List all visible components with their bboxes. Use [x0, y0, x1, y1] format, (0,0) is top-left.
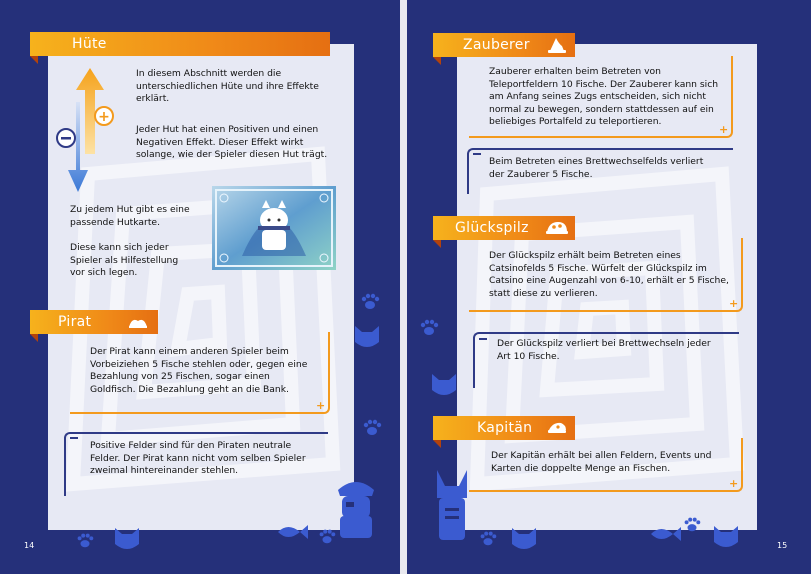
paw-print-icon [76, 532, 94, 550]
cat-head-icon [429, 370, 459, 398]
page-number-left: 14 [24, 541, 35, 550]
wizard-hat-icon [547, 36, 567, 54]
pirate-negative-text: Positive Felder sind für den Piraten neutrale Felder. Der Pirat kann nicht vom selben Spieler zweimal hintereinander stehlen. [90, 440, 306, 477]
pirate-header [30, 310, 158, 334]
paw-print-icon [419, 318, 439, 338]
pirate-cat-figure [330, 472, 382, 540]
page-number-right: 15 [777, 541, 788, 550]
cat-head-icon [112, 524, 142, 552]
captain-header [433, 416, 575, 440]
wizard-header [433, 33, 575, 57]
hat-card-image [212, 186, 336, 270]
captain-hat-icon [547, 419, 567, 437]
fish-icon [649, 524, 683, 544]
hats-intro: In diesem Abschnitt werden die unterschiedlichen Hüte und ihre Effekte erklärt. [136, 68, 319, 105]
cat-head-icon [352, 322, 382, 350]
paw-print-icon [318, 528, 336, 546]
negative-minus-icon [473, 153, 481, 155]
book-gutter [400, 0, 407, 574]
positive-plus-icon: + [729, 477, 739, 490]
captain-positive-text: Der Kapitän erhält bei allen Feldern, Events und Karten die doppelte Menge an Fischen. [491, 450, 712, 474]
cat-head-icon [509, 524, 539, 552]
fish-icon [276, 522, 310, 542]
hats-header [30, 32, 330, 56]
lucky-hat-icon [545, 219, 569, 237]
hat-card-text-2: Diese kann sich jeder Spieler als Hilfestellung vor sich legen. [70, 242, 179, 279]
left-page [0, 0, 400, 574]
wizard-title: Zauberer [463, 37, 530, 53]
header-fold [30, 334, 38, 342]
negative-minus-icon [479, 338, 487, 340]
header-fold [433, 440, 441, 448]
captain-title: Kapitän [477, 420, 533, 436]
paw-print-icon [362, 418, 382, 438]
wizard-negative-text: Beim Betreten eines Brettwechselfelds verliert der Zauberer 5 Fische. [489, 156, 704, 180]
lucky-positive-text: Der Glückspilz erhält beim Betreten eines Catsinofelds 5 Fische. Würfelt der Glückspilz im Catsino eine Augenzahl von 6-10, erhält er 5 Fische, statt diese zu verlieren. [489, 250, 729, 299]
hats-effects: Jeder Hut hat einen Positiven und einen Negativen Effekt. Dieser Effekt wirkt solange, wie der Spieler diesen Hut trägt. [136, 124, 328, 161]
pirate-title: Pirat [58, 314, 92, 330]
positive-plus-icon: + [719, 123, 729, 136]
positive-plus-icon: + [729, 297, 739, 310]
plus-minus-arrows-icon [54, 66, 128, 194]
header-fold [433, 240, 441, 248]
header-fold [433, 57, 441, 65]
anubis-cat-figure [427, 468, 477, 542]
header-fold [30, 56, 38, 64]
pirate-hat-icon [128, 313, 148, 331]
positive-plus-icon: + [316, 399, 326, 412]
svg-text:+: + [98, 109, 110, 125]
negative-minus-icon [70, 437, 78, 439]
lucky-title: Glückspilz [455, 220, 529, 236]
lucky-header [433, 216, 575, 240]
cat-head-icon [711, 522, 741, 550]
hat-card-text-1: Zu jedem Hut gibt es eine passende Hutkarte. [70, 204, 190, 228]
paw-print-icon [360, 292, 380, 312]
pirate-positive-text: Der Pirat kann einem anderen Spieler beim Vorbeiziehen 5 Fische stehlen oder, gegen eine Bezahlung von 25 Fischen, sogar einen Goldfisch. Die Bezahlung geht an die Bank. [90, 346, 308, 395]
right-page [407, 0, 811, 574]
lucky-negative-text: Der Glückspilz verliert bei Brettwechseln jeder Art 10 Fische. [497, 338, 711, 362]
paw-print-icon [479, 530, 497, 548]
hats-title: Hüte [72, 36, 107, 52]
paw-print-icon [683, 516, 701, 534]
wizard-positive-text: Zauberer erhalten beim Betreten von Teleportfeldern 10 Fische. Der Zauberer kann sich am Anfang seines Zugs entscheiden, sich nicht normal zu bewegen, sondern stattdessen auf ein beliebiges Portalfeld zu teleportieren. [489, 66, 719, 128]
